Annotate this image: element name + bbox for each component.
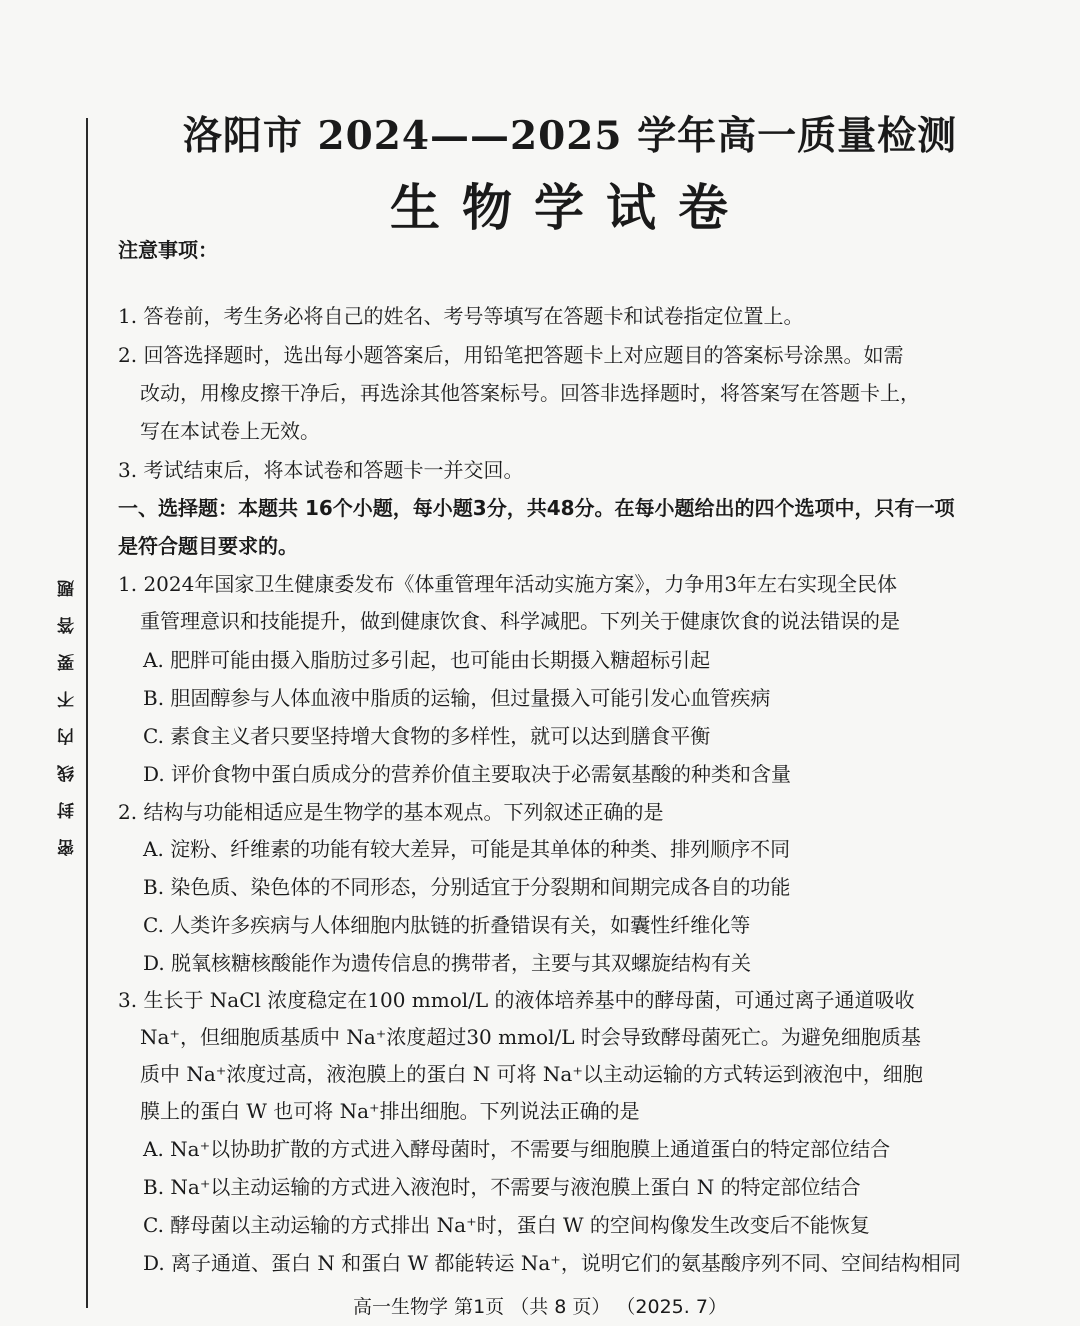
seal-line-notice: 密封线内不要答题 xyxy=(58,560,78,856)
notice-item-2-line-2: 改动，用橡皮擦干净后，再选涂其他答案标号。回答非选择题时，将答案写在答题卡上， xyxy=(140,381,920,405)
section-1-instruction-line-1: 一、选择题：本题共 16个小题，每小题3分，共48分。在每小题给出的四个选项中，只有一项 xyxy=(118,496,955,520)
question-3-stem-line-1: 3. 生长于 NaCl 浓度稳定在100 mmol/L 的液体培养基中的酵母菌，可通过离子通道吸收 xyxy=(118,988,915,1012)
question-3-option-c: C. 酵母菌以主动运输的方式排出 Na⁺时，蛋白 W 的空间构像发生改变后不能恢复 xyxy=(143,1213,870,1237)
question-3-option-a: A. Na⁺以协助扩散的方式进入酵母菌时，不需要与细胞膜上通道蛋白的特定部位结合 xyxy=(143,1137,891,1161)
page-footer: 高一生物学 第1页 （共 8 页） （2025. 7） xyxy=(353,1296,727,1318)
exam-subtitle: 生物学试卷 xyxy=(390,178,750,237)
question-1-option-d: D. 评价食物中蛋白质成分的营养价值主要取决于必需氨基酸的种类和含量 xyxy=(143,762,792,786)
notice-item-3: 3. 考试结束后，将本试卷和答题卡一并交回。 xyxy=(118,458,524,482)
question-1-option-b: B. 胆固醇参与人体血液中脂质的运输，但过量摄入可能引发心血管疾病 xyxy=(143,686,771,710)
question-3-stem-line-3: 质中 Na⁺浓度过高，液泡膜上的蛋白 N 可将 Na⁺以主动运输的方式转运到液泡中，细胞 xyxy=(140,1062,923,1086)
question-3-option-d: D. 离子通道、蛋白 N 和蛋白 W 都能转运 Na⁺，说明它们的氨基酸序列不同、空间结构相同 xyxy=(143,1251,961,1275)
notice-item-2-line-3: 写在本试卷上无效。 xyxy=(140,419,320,443)
question-2-stem: 2. 结构与功能相适应是生物学的基本观点。下列叙述正确的是 xyxy=(118,800,664,824)
question-2-option-c: C. 人类许多疾病与人体细胞内肽链的折叠错误有关，如囊性纤维化等 xyxy=(143,913,751,937)
question-2-option-b: B. 染色质、染色体的不同形态，分别适宜于分裂期和间期完成各自的功能 xyxy=(143,875,791,899)
exam-title: 洛阳市 2024——2025 学年高一质量检测 xyxy=(182,113,958,159)
notice-item-1: 1. 答卷前，考生务必将自己的姓名、考号等填写在答题卡和试卷指定位置上。 xyxy=(118,304,804,328)
notice-item-2-line-1: 2. 回答选择题时，选出每小题答案后，用铅笔把答题卡上对应题目的答案标号涂黑。如需 xyxy=(118,343,904,367)
question-1-option-c: C. 素食主义者只要坚持增大食物的多样性，就可以达到膳食平衡 xyxy=(143,724,711,748)
question-3-option-b: B. Na⁺以主动运输的方式进入液泡时，不需要与液泡膜上蛋白 N 的特定部位结合 xyxy=(143,1175,861,1199)
question-2-option-a: A. 淀粉、纤维素的功能有较大差异，可能是其单体的种类、排列顺序不同 xyxy=(143,837,791,861)
question-1-stem-line-2: 重管理意识和技能提升，做到健康饮食、科学减肥。下列关于健康饮食的说法错误的是 xyxy=(140,609,900,633)
question-3-stem-line-2: Na⁺，但细胞质基质中 Na⁺浓度超过30 mmol/L 时会导致酵母菌死亡。为避免细胞质基 xyxy=(140,1025,921,1049)
question-2-option-d: D. 脱氧核糖核酸能作为遗传信息的携带者，主要与其双螺旋结构有关 xyxy=(143,951,752,975)
section-1-instruction-line-2: 是符合题目要求的。 xyxy=(118,534,298,558)
question-3-stem-line-4: 膜上的蛋白 W 也可将 Na⁺排出细胞。下列说法正确的是 xyxy=(140,1099,640,1123)
question-1-option-a: A. 肥胖可能由摄入脂肪过多引起，也可能由长期摄入糖超标引起 xyxy=(143,648,711,672)
question-1-stem-line-1: 1. 2024年国家卫生健康委发布《体重管理年活动实施方案》，力争用3年左右实现全民体 xyxy=(118,572,898,596)
notice-heading: 注意事项： xyxy=(118,238,218,262)
